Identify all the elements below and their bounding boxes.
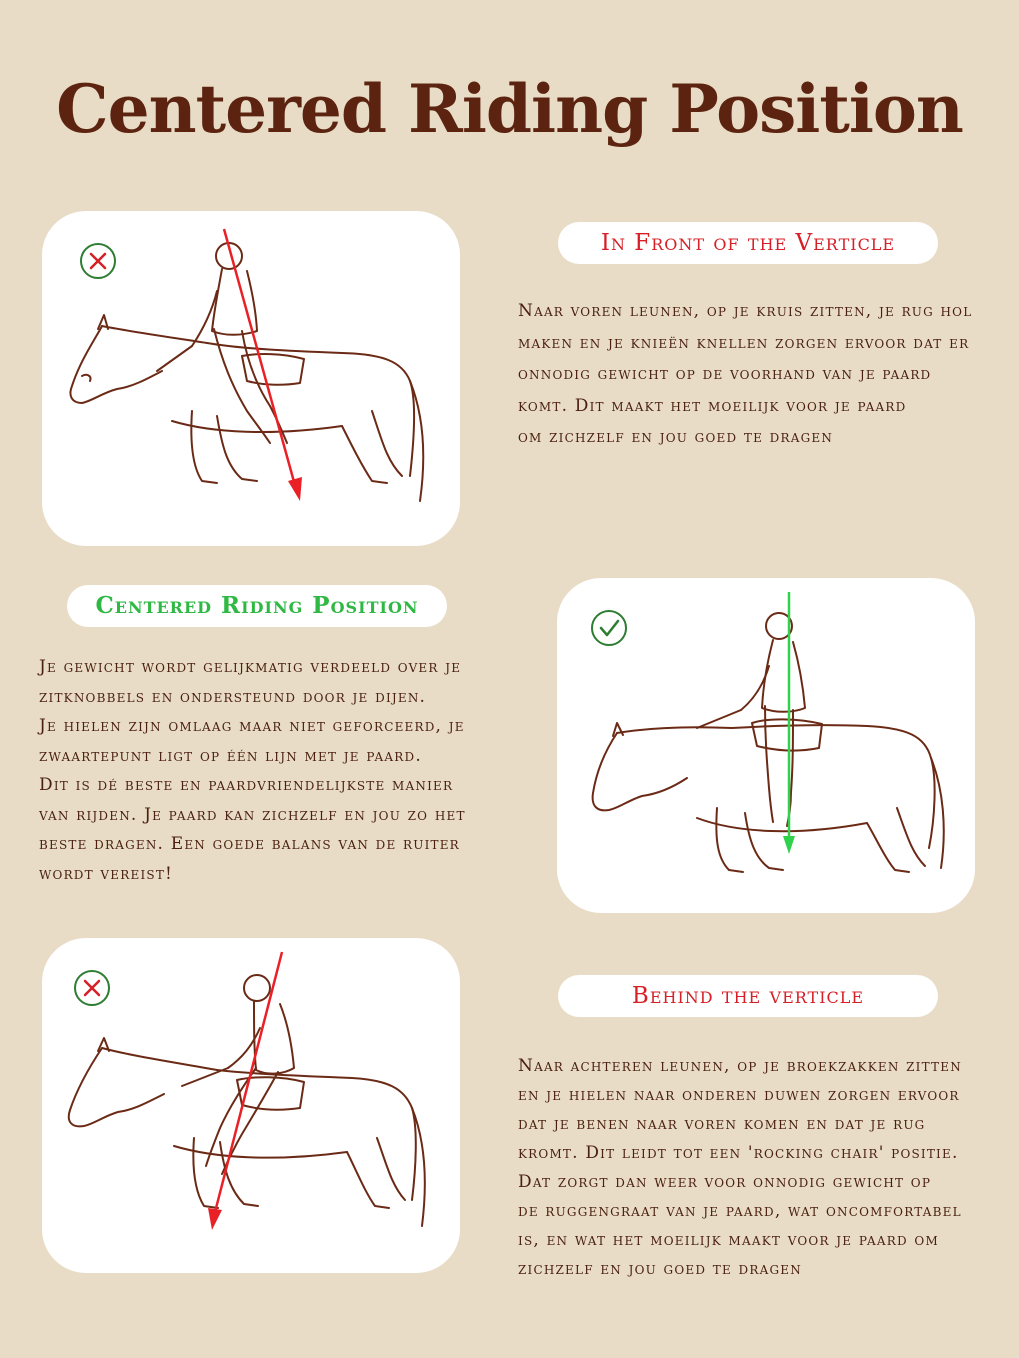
check-icon	[592, 611, 626, 645]
section-heading-behind: Behind the verticle	[558, 975, 938, 1017]
section-text-behind: Naar achteren leunen, op je broekzakken zitten en je hielen naar onderen duwen zorgen ervoor dat je benen naar voren komen en dat je rug kromt. Dit leidt tot een 'rocking chair' positie. Dat zorgt dan weer voor onnodig gewicht op de ruggengraat van je paard, wat oncomfortabel is, en wat het moeilijk maakt voor je paard om zichzelf en jou goed te dragen	[518, 1056, 962, 1279]
section-text-centered: Je gewicht wordt gelijkmatig verdeeld over je zitknobbels en ondersteund door je dijen. Je hielen zijn omlaag maar niet geforceerd, je zwaartepunt ligt op één lijn met je paard. Dit is dé beste en paardvriendelijkste manier van rijden. Je paard kan zichzelf en jou zo het beste dragen. Een goede balans van de ruiter wordt vereist!	[39, 657, 466, 884]
illustration-card-centered	[557, 578, 975, 913]
illustration-card-behind	[42, 938, 460, 1273]
vertical-line-indicator	[224, 229, 302, 501]
illustration-card-in-front	[42, 211, 460, 546]
horse-rider-sketch-forward	[42, 211, 460, 546]
page-title: Centered Riding Position	[56, 70, 963, 148]
horse-rider-sketch-centered	[557, 578, 975, 913]
cross-icon	[81, 244, 115, 278]
cross-icon	[75, 971, 109, 1005]
section-heading-in-front: In Front of the Verticle	[558, 222, 938, 264]
section-heading-centered: Centered Riding Position	[67, 585, 447, 627]
horse-rider-sketch-backward	[42, 938, 460, 1273]
section-text-in-front: Naar voren leunen, op je kruis zitten, je rug hol maken en je knieën knellen zorgen ervoor dat er onnodig gewicht op de voorhand van je paard komt. Dit maakt het moeilijk voor je paard om zichzelf en jou goed te dragen	[518, 301, 973, 447]
